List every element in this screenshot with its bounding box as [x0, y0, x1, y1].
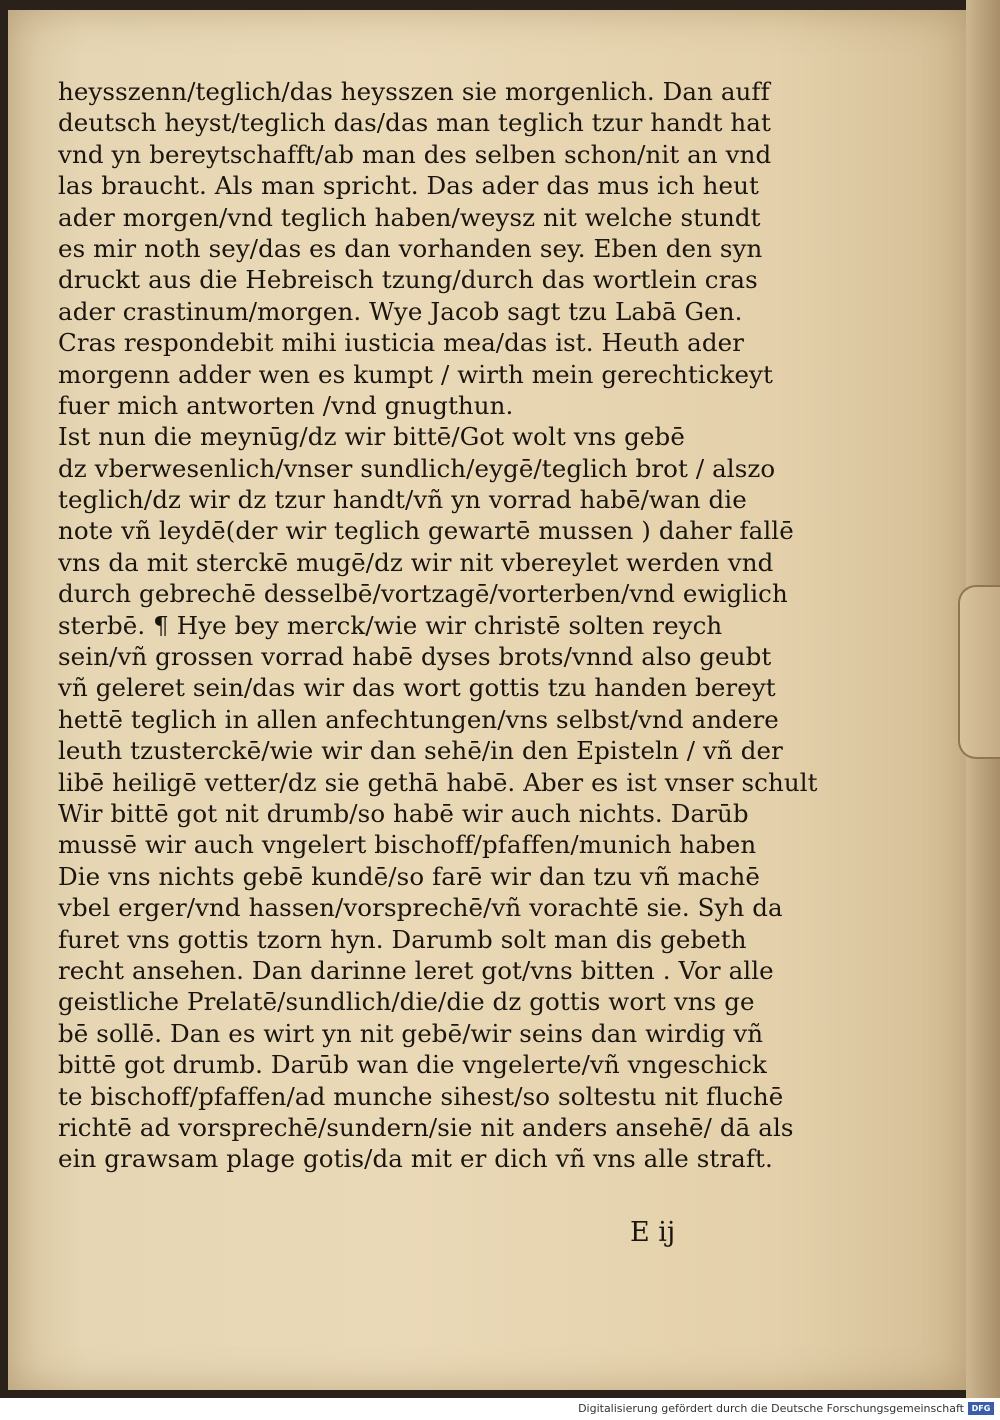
- text-line: es mir noth sey/das es dan vorhanden sey. Eben den syn: [58, 233, 763, 263]
- text-line: vñ geleret sein/das wir das wort gottis tzu handen bereyt: [58, 673, 776, 703]
- text-line: bē sollē. Dan es wirt yn nit gebē/wir seins dan wirdig vñ: [58, 1018, 764, 1048]
- footer: [0, 1398, 1000, 1420]
- text-line: libē heiligē vetter/dz sie gethā habē. Aber es ist vnser schult: [58, 767, 818, 797]
- text-line: druckt aus die Hebreisch tzung/durch das wortlein cras: [58, 265, 758, 295]
- text-line: mussē wir auch vngelert bischoff/pfaffen/munich haben: [58, 830, 757, 860]
- text-line: bittē got drumb. Darūb wan die vngelerte/vñ vngeschick: [58, 1050, 767, 1080]
- text-line: durch gebrechē desselbē/vortzagē/vorterben/vnd ewiglich: [58, 579, 788, 609]
- text-line: leuth tzusterckē/wie wir dan sehē/in den Episteln / vñ der: [58, 736, 783, 766]
- dfg-logo: DFG: [968, 1402, 994, 1415]
- text-line: vbel erger/vnd hassen/vorsprechē/vñ vorachtē sie. Syh da: [58, 893, 783, 923]
- text-line: Die vns nichts gebē kundē/so farē wir dan tzu vñ machē: [58, 861, 760, 891]
- text-line: teglich/dz wir dz tzur handt/vñ yn vorrad habē/wan die: [58, 485, 747, 515]
- text-line: deutsch heyst/teglich das/das man teglich tzur handt hat: [58, 108, 771, 138]
- book-page: [8, 10, 966, 1390]
- text-line: Ist nun die meynūg/dz wir bittē/Got wolt vns gebē: [58, 422, 685, 452]
- text-line: hettē teglich in allen anfechtungen/vns selbst/vnd andere: [58, 704, 779, 734]
- text-line: recht ansehen. Dan darinne leret got/vns bitten . Vor alle: [58, 955, 774, 985]
- text-line: te bischoff/pfaffen/ad munche sihest/so soltestu nit fluchē: [58, 1081, 784, 1111]
- text-line: las braucht. Als man spricht. Das ader das mus ich heut: [58, 171, 759, 201]
- text-line: furet vns gottis tzorn hyn. Darumb solt man dis gebeth: [58, 924, 747, 954]
- text-line: heysszenn/teglich/das heysszen sie morgenlich. Dan auff: [58, 77, 770, 106]
- text-line: morgenn adder wen es kumpt / wirth mein gerechtickeyt: [58, 359, 773, 389]
- signature-mark: E ij: [630, 1217, 676, 1248]
- text-line: sein/vñ grossen vorrad habē dyses brots/vnnd also geubt: [58, 642, 772, 672]
- text-line: ein grawsam plage gotis/da mit er dich vñ vns alle straft.: [58, 1144, 773, 1174]
- text-line: sterbē. ¶ Hye bey merck/wie wir christē solten reych: [58, 610, 723, 640]
- text-line: ader crastinum/morgen. Wye Jacob sagt tzu Labā Gen.: [58, 296, 743, 326]
- text-line: vns da mit sterckē mugē/dz wir nit vbereylet werden vnd: [58, 547, 774, 577]
- page-edge-tab: [958, 585, 1000, 759]
- text-line: richtē ad vorsprechē/sundern/sie nit anders ansehē/ dā als: [58, 1112, 794, 1142]
- text-line: Wir bittē got nit drumb/so habē wir auch nichts. Darūb: [58, 798, 749, 828]
- text-line: vnd yn bereytschafft/ab man des selben schon/nit an vnd: [58, 139, 772, 169]
- text-line: dz vberwesenlich/vnser sundlich/eygē/teglich brot / alszo: [58, 453, 776, 483]
- text-line: Cras respondebit mihi iusticia mea/das ist. Heuth ader: [58, 328, 745, 358]
- footer-credit: Digitalisierung gefördert durch die Deutsche Forschungsgemeinschaft: [578, 1402, 964, 1415]
- text-block: [58, 76, 828, 1175]
- text-line: fuer mich antworten /vnd gnugthun.: [58, 390, 514, 420]
- text-line: ader morgen/vnd teglich haben/weysz nit welche stundt: [58, 202, 761, 232]
- text-line: geistliche Prelatē/sundlich/die/die dz gottis wort vns ge: [58, 987, 755, 1017]
- text-line: note vñ leydē(der wir teglich gewartē mussen ) daher fallē: [58, 516, 794, 546]
